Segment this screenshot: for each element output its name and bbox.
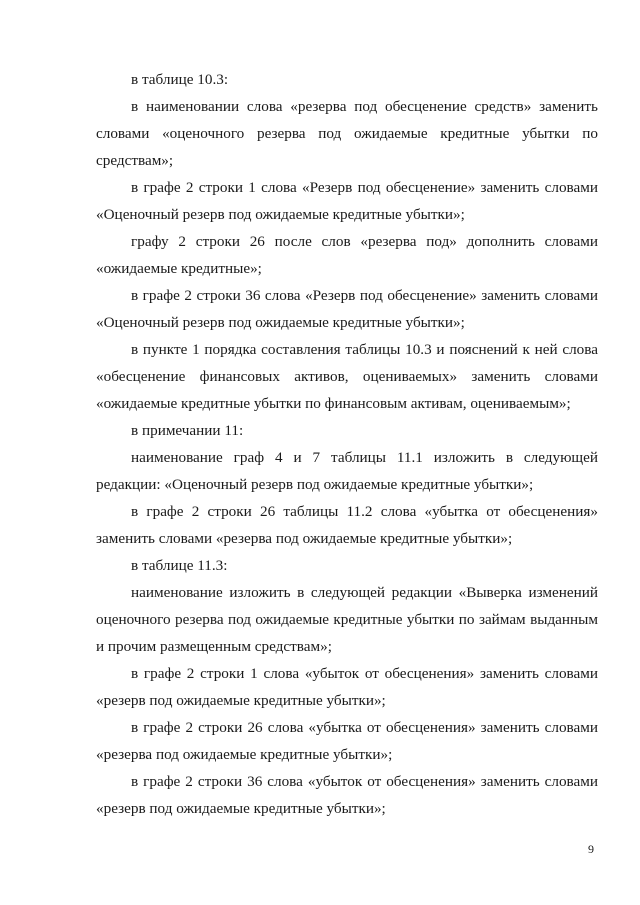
paragraph-column2-row1: в графе 2 строки 1 слова «Резерв под обесценение» заменить словами «Оценочный резерв под ожидаемые кредитные убытки»; [96,179,598,223]
paragraph-table-11-1-columns: наименование граф 4 и 7 таблицы 11.1 изложить в следующей редакции: «Оценочный резерв под ожидаемые кредитные убытки»; [96,449,598,493]
paragraph-table-11-3-row26: в графе 2 строки 26 слова «убытка от обесценения» заменить словами «резерва под ожидаемые кредитные убытки»; [96,719,598,763]
document-body [96,66,598,822]
paragraph-point1-procedure: в пункте 1 порядка составления таблицы 10.3 и пояснений к ней слова «обесценение финансовых активов, оцениваемых» заменить словами «ожидаемые кредитные убытки по финансовым активам, оцениваемым»; [96,341,598,412]
paragraph-note-11-heading: в примечании 11: [131,422,244,439]
paragraph-column2-row36: в графе 2 строки 36 слова «Резерв под обесценение» заменить словами «Оценочный резерв под ожидаемые кредитные убытки»; [96,287,598,331]
paragraph-table-11-2-row26: в графе 2 строки 26 таблицы 11.2 слова «убытка от обесценения» заменить словами «резерва под ожидаемые кредитные убытки»; [96,503,598,547]
paragraph-column2-row26-addition: графу 2 строки 26 после слов «резерва под» дополнить словами «ожидаемые кредитные»; [96,233,598,277]
paragraph-table-11-3-heading: в таблице 11.3: [131,557,228,574]
paragraph-title-replacement: в наименовании слова «резерва под обесценение средств» заменить словами «оценочного резерва под ожидаемые кредитные убытки по средствам»; [96,98,598,169]
paragraph-table-11-3-row1: в графе 2 строки 1 слова «убыток от обесценения» заменить словами «резерв под ожидаемые кредитные убытки»; [96,665,598,709]
paragraph-table-11-3-title: наименование изложить в следующей редакции «Выверка изменений оценочного резерва под ожидаемые кредитные убытки по займам выданным и прочим размещенным средствам»; [96,584,598,655]
paragraph-table-10-3-heading: в таблице 10.3: [131,71,229,88]
paragraph-table-11-3-row36: в графе 2 строки 36 слова «убыток от обесценения» заменить словами «резерв под ожидаемые кредитные убытки»; [96,773,598,817]
page-number: 9 [588,842,594,856]
